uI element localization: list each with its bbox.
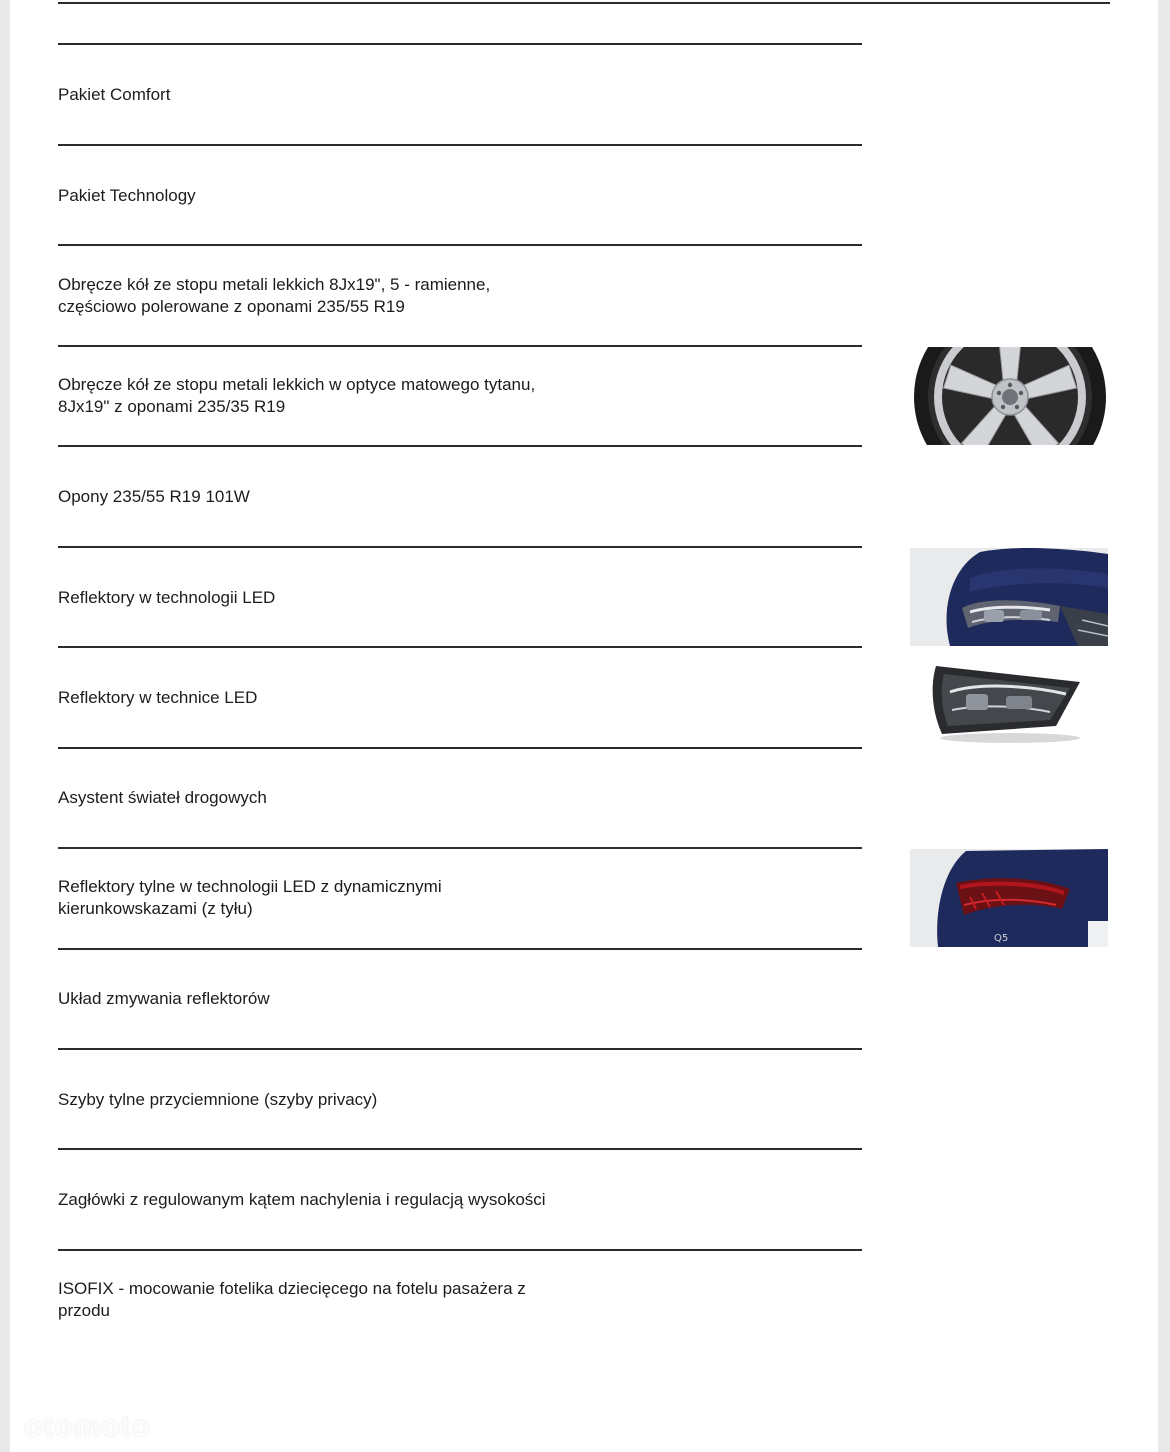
- option-high-beam-assistant: Asystent świateł drogowych: [58, 788, 267, 807]
- led-taillight-car-image: [910, 849, 1108, 947]
- divider: [58, 445, 862, 447]
- divider: [58, 948, 862, 950]
- watermark: otomoto: [24, 1410, 151, 1443]
- option-titanium-wheels: Obręcze kół ze stopu metali lekkich w optyce matowego tytanu, 8Jx19" z oponami 235/35 R19: [58, 375, 536, 416]
- led-headlight-car-image: [910, 548, 1108, 646]
- option-tyres: Opony 235/55 R19 101W: [58, 487, 250, 506]
- option-led-taillights: Reflektory tylne w technologii LED z dynamicznymi kierunkowskazami (z tyłu): [58, 877, 442, 918]
- divider: [58, 1249, 862, 1251]
- options-document: [10, 0, 1158, 1452]
- option-comfort-package: Pakiet Comfort: [58, 85, 171, 104]
- led-headlight-unit-image: [910, 652, 1108, 748]
- option-privacy-glass: Szyby tylne przyciemnione (szyby privacy): [58, 1090, 378, 1109]
- divider: [58, 1148, 862, 1150]
- divider: [58, 244, 862, 246]
- option-adjustable-headrests: Zagłówki z regulowanym kątem nachylenia i regulacją wysokości: [58, 1190, 546, 1209]
- divider: [58, 1048, 862, 1050]
- divider: [58, 144, 862, 146]
- divider: [58, 546, 862, 548]
- option-polished-wheels: Obręcze kół ze stopu metali lekkich 8Jx19", 5 - ramienne, częściowo polerowane z oponami 235/55 R19: [58, 275, 491, 316]
- divider: [58, 847, 862, 849]
- model-badge: Q5: [994, 933, 1009, 944]
- divider: [58, 43, 862, 45]
- option-isofix: ISOFIX - mocowanie fotelika dziecięcego na fotelu pasażera z przodu: [58, 1279, 526, 1320]
- divider: [58, 747, 862, 749]
- top-divider: [58, 2, 1110, 4]
- option-led-headlights-technology: Reflektory w technologii LED: [58, 588, 276, 607]
- option-technology-package: Pakiet Technology: [58, 186, 196, 205]
- option-led-headlights-technique: Reflektory w technice LED: [58, 688, 258, 707]
- alloy-wheel-image: [910, 347, 1108, 445]
- option-headlight-washers: Układ zmywania reflektorów: [58, 989, 270, 1008]
- divider: [58, 345, 862, 347]
- divider: [58, 646, 862, 648]
